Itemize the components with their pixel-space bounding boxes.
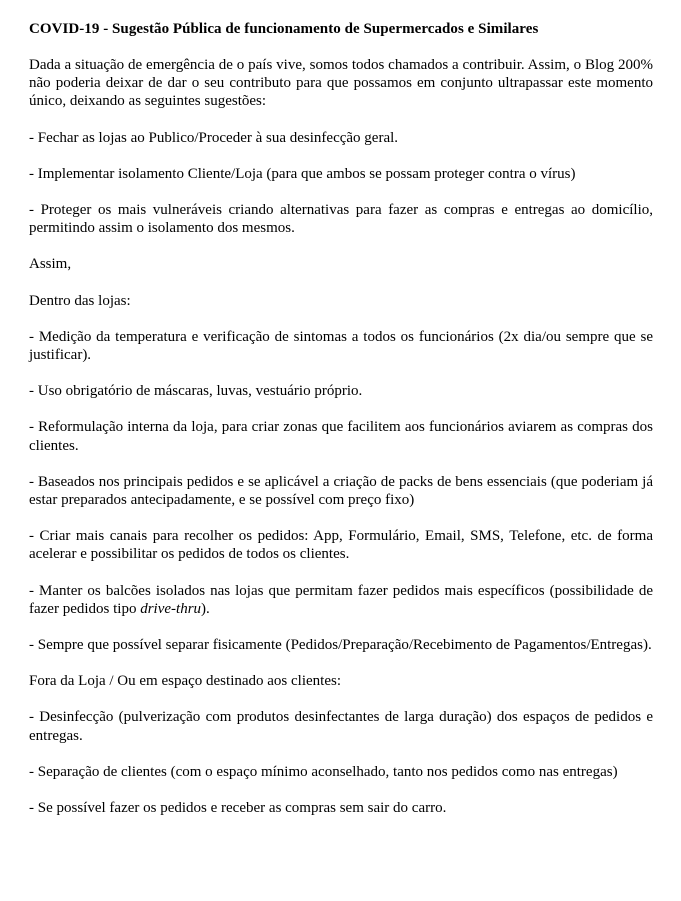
paragraph-assim: Assim, bbox=[29, 256, 72, 273]
section-heading-fora-da-loja: Fora da Loja / Ou em espaço destinado aos clientes: bbox=[29, 673, 341, 690]
document-body bbox=[29, 56, 653, 817]
list-item-balcoes-isolados: - Manter os balcões isolados nas lojas que permitam fazer pedidos mais específicos (possibilidade de fazer pedidos tipo drive-thru). bbox=[29, 582, 653, 617]
list-item-packs-bens-essenciais: - Baseados nos principais pedidos e se aplicável a criação de packs de bens essenciais (que poderiam já estar preparados antecipadamente, e se possível com preço fixo) bbox=[29, 473, 653, 509]
list-item-canais-pedidos: - Criar mais canais para recolher os pedidos: App, Formulário, Email, SMS, Telefone, etc. de forma acelerar e possibilitar os pedidos de todos os clientes. bbox=[29, 528, 653, 563]
emphasis-text: drive-thru bbox=[140, 600, 202, 617]
list-item-isolamento-cliente-loja: - Implementar isolamento Cliente/Loja (para que ambos se possam proteger contra o vírus) bbox=[29, 165, 576, 182]
list-item-sem-sair-do-carro: - Se possível fazer os pedidos e receber as compras sem sair do carro. bbox=[29, 800, 447, 817]
list-item-fechar-lojas: - Fechar as lojas ao Publico/Proceder à sua desinfecção geral. bbox=[29, 129, 399, 146]
page-title: COVID-19 - Sugestão Pública de funcionamento de Supermercados e Similares bbox=[29, 21, 539, 37]
paragraph-intro: Dada a situação de emergência de o país vive, somos todos chamados a contribuir. Assim, o Blog 200% não poderia deixar de dar o seu contributo para que possamos em conjunto ultrapassar este momento único, deixando as seguintes sugestões: bbox=[29, 57, 653, 110]
list-item-desinfeccao-espacos: - Desinfecção (pulverização com produtos desinfectantes de larga duração) dos espaços de pedidos e entregas. bbox=[29, 709, 653, 744]
list-item-proteger-vulneraveis: - Proteger os mais vulneráveis criando alternativas para fazer as compras e entregas ao domicílio, permitindo assim o isolamento dos mesmos. bbox=[29, 202, 653, 237]
list-item-separar-fisicamente: - Sempre que possível separar fisicamente (Pedidos/Preparação/Recebimento de Pagamentos/Entregas). bbox=[29, 637, 652, 654]
section-heading-dentro-das-lojas: Dentro das lojas: bbox=[29, 292, 131, 309]
list-item-separacao-clientes: - Separação de clientes (com o espaço mínimo aconselhado, tanto nos pedidos como nas entregas) bbox=[29, 763, 618, 780]
list-item-reformulacao-interna: - Reformulação interna da loja, para criar zonas que facilitem aos funcionários aviarem as compras dos clientes. bbox=[29, 419, 653, 454]
list-item-uso-obrigatorio-mascaras: - Uso obrigatório de máscaras, luvas, vestuário próprio. bbox=[29, 383, 363, 400]
list-item-medicao-temperatura: - Medição da temperatura e verificação de sintomas a todos os funcionários (2x dia/ou sempre que se justificar). bbox=[29, 328, 653, 364]
